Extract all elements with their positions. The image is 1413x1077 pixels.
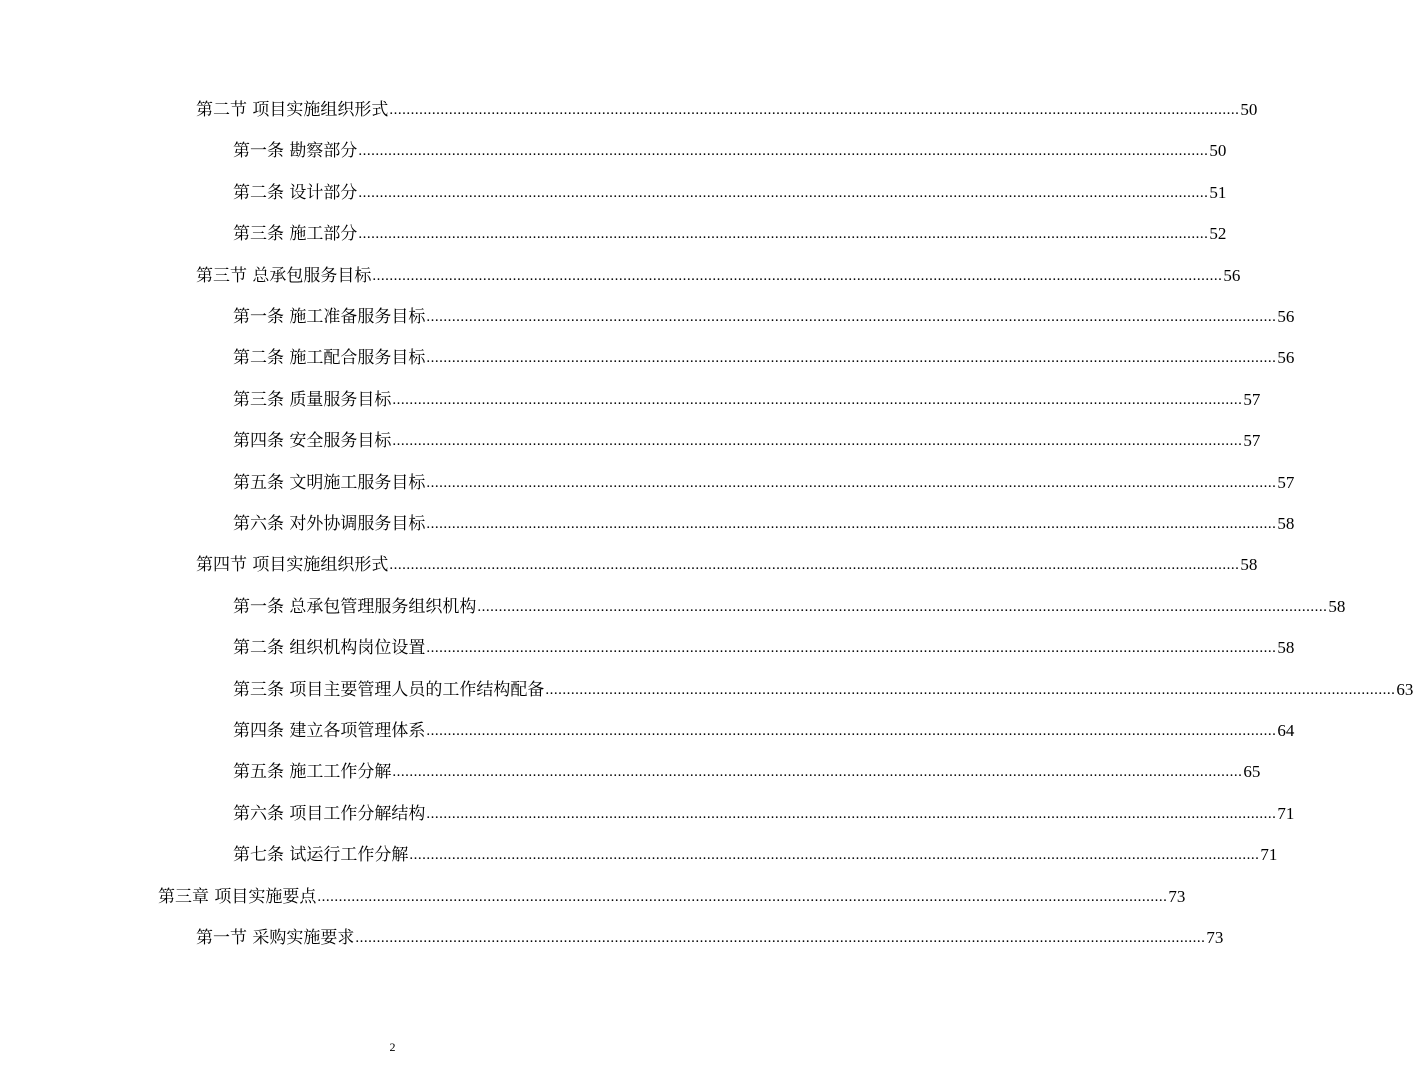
toc-entry-title: 第一条 总承包管理服务组织机构 [233,596,477,617]
toc-entry-page: 57 [1277,472,1295,492]
toc-entry-page: 58 [1240,555,1258,575]
dot-leader: ........................................................................................................................................................................................................ [392,391,1243,408]
toc-entry-page: 58 [1277,514,1295,533]
toc-entry-title: 第六条 项目工作分解结构 [233,803,426,824]
toc-entry[interactable] [233,759,1261,785]
toc-entry[interactable] [196,97,1258,123]
toc-entry[interactable] [233,677,1413,703]
dot-leader: ........................................................................................................................................................................................................ [358,184,1209,201]
toc-entry-page: 50 [1209,141,1227,161]
toc-entry-page: 50 [1240,100,1258,119]
toc-entry[interactable] [196,552,1258,578]
toc-entry[interactable] [158,884,1186,910]
dot-leader: ........................................................................................................................................................................................................ [389,557,1240,574]
toc-entry[interactable] [233,635,1295,661]
toc-entry-page: 64 [1277,721,1295,740]
toc-entry-page: 57 [1243,389,1261,409]
dot-leader: ........................................................................................................................................................................................................ [355,930,1206,946]
toc-entry-page: 71 [1277,803,1295,823]
toc-entry-page: 71 [1260,845,1278,865]
dot-leader: ........................................................................................................................................................................................................ [372,267,1223,284]
dot-leader: ........................................................................................................................................................................................................ [392,433,1243,450]
toc-entry[interactable] [233,594,1346,620]
toc-entry[interactable] [233,470,1295,496]
toc-entry-title: 第二条 施工配合服务目标 [233,348,426,369]
toc-entry[interactable] [196,925,1224,951]
toc-entry[interactable] [233,345,1295,371]
toc-entry-title: 第四条 建立各项管理体系 [233,721,426,741]
dot-leader: ........................................................................................................................................................................................................ [426,805,1277,822]
dot-leader: ........................................................................................................................................................................................................ [409,847,1260,864]
dot-leader: ........................................................................................................................................................................................................ [358,143,1209,160]
toc-entry-page: 58 [1328,596,1346,616]
toc-entry-page: 73 [1206,928,1224,947]
dot-leader: ........................................................................................................................................................................................................ [389,102,1240,118]
toc-entry[interactable] [233,387,1261,413]
toc-entry[interactable] [233,180,1227,206]
toc-entry-page: 63 [1396,679,1413,699]
toc-entry[interactable] [233,801,1295,827]
toc-entry[interactable] [233,221,1227,247]
toc-entry[interactable] [233,511,1295,537]
toc-entry[interactable] [233,718,1295,744]
dot-leader: ........................................................................................................................................................................................................ [426,640,1277,657]
dot-leader: ........................................................................................................................................................................................................ [426,723,1277,739]
toc-entry-title: 第一节 采购实施要求 [196,928,355,948]
dot-leader: ........................................................................................................................................................................................................ [545,681,1396,698]
toc-entry-page: 73 [1168,886,1186,906]
toc-entry-title: 第二节 项目实施组织形式 [196,100,389,120]
toc-entry-page: 65 [1243,762,1261,782]
dot-leader: ........................................................................................................................................................................................................ [477,598,1328,615]
toc-entry-title: 第三节 总承包服务目标 [196,265,372,286]
toc-entry-title: 第五条 施工工作分解 [233,762,392,783]
toc-entry-title: 第二条 设计部分 [233,182,358,203]
toc-entry[interactable] [233,304,1295,330]
toc-entry-page: 58 [1277,638,1295,658]
toc-entry-page: 57 [1243,431,1261,451]
dot-leader: ........................................................................................................................................................................................................ [426,350,1277,367]
dot-leader: ........................................................................................................................................................................................................ [426,516,1277,532]
dot-leader: ........................................................................................................................................................................................................ [426,474,1277,491]
toc-entry-title: 第四节 项目实施组织形式 [196,555,389,576]
toc-entry[interactable] [233,138,1227,164]
page-number: 2 [389,1040,396,1054]
toc-entry-title: 第三条 项目主要管理人员的工作结构配备 [233,679,545,700]
dot-leader: ........................................................................................................................................................................................................ [358,226,1209,243]
toc-entry-title: 第二条 组织机构岗位设置 [233,638,426,659]
toc-entry-page: 51 [1209,182,1227,202]
toc-entry-page: 56 [1277,307,1295,326]
toc-entry[interactable] [196,263,1241,289]
dot-leader: ........................................................................................................................................................................................................ [392,764,1243,781]
toc-entry-title: 第三条 施工部分 [233,224,358,245]
toc-entry-title: 第四条 安全服务目标 [233,431,392,452]
toc-entry-title: 第一条 施工准备服务目标 [233,307,426,327]
toc-entry-title: 第三章 项目实施要点 [158,886,317,907]
toc-entry[interactable] [233,842,1278,868]
toc-entry-page: 56 [1223,265,1241,285]
toc-entry-title: 第七条 试运行工作分解 [233,845,409,866]
toc-entry[interactable] [233,428,1261,454]
toc-entry-title: 第六条 对外协调服务目标 [233,514,426,534]
dot-leader: ........................................................................................................................................................................................................ [426,309,1277,325]
toc-entry-title: 第一条 勘察部分 [233,141,358,162]
toc-entry-page: 56 [1277,348,1295,368]
toc-entry-page: 52 [1209,224,1227,244]
dot-leader: ........................................................................................................................................................................................................ [317,888,1168,905]
toc-entry-title: 第三条 质量服务目标 [233,389,392,410]
toc-entry-title: 第五条 文明施工服务目标 [233,472,426,493]
